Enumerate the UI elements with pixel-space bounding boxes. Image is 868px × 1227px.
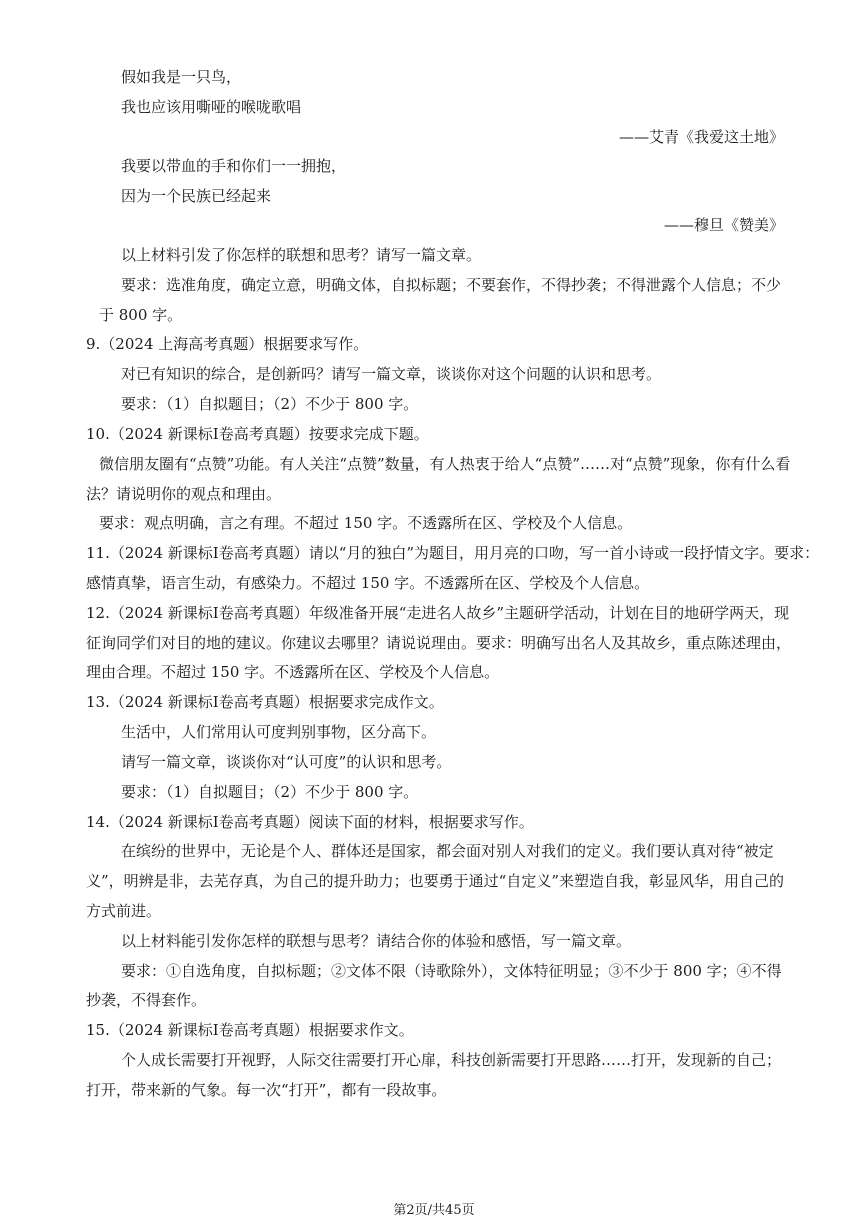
q8-requirement-line-2: 于 800 字。: [99, 306, 183, 324]
q15-material-line-1: 个人成长需要打开视野，人际交往需要打开心扉，科技创新需要打开思路……打开，发现新的自己；: [121, 1051, 782, 1069]
q14-requirement-line-2: 抄袭，不得套作。: [86, 991, 207, 1009]
q13-header: 13.（2024 新课标I卷高考真题）根据要求完成作文。: [86, 693, 444, 711]
q9-header: 9.（2024 上海高考真题）根据要求写作。: [86, 335, 369, 353]
page-number: 第2页/共45页: [393, 1203, 475, 1218]
poem2-line-1: 我要以带血的手和你们一一拥抱，: [121, 157, 347, 175]
poem2-line-2: 因为一个民族已经起来: [121, 187, 272, 205]
poem1-attribution: ——艾青《我爱这土地》: [618, 128, 784, 146]
q14-header: 14.（2024 新课标I卷高考真题）阅读下面的材料，根据要求写作。: [86, 813, 534, 831]
q10-header: 10.（2024 新课标I卷高考真题）按要求完成下题。: [86, 425, 429, 443]
q15-material-line-2: 打开，带来新的气象。每一次“打开”，都有一段故事。: [86, 1081, 447, 1099]
q13-requirement: 要求：（1）自拟题目；（2）不少于 800 字。: [121, 783, 419, 801]
q11-line-2: 感情真挚，语言生动，有感染力。不超过 150 字。不透露所在区、学校及个人信息。: [86, 574, 650, 592]
q12-line-2: 征询同学们对目的地的建议。你建议去哪里？请说说理由。要求：明确写出名人及其故乡，重点陈述理由，: [86, 634, 792, 652]
q8-requirement-line-1: 要求：选准角度，确定立意，明确文体，自拟标题；不要套作，不得抄袭；不得泄露个人信息；不少: [121, 276, 782, 294]
q8-prompt: 以上材料引发了你怎样的联想和思考？请写一篇文章。: [121, 246, 482, 264]
q9-requirement: 要求：（1）自拟题目；（2）不少于 800 字。: [121, 395, 419, 413]
q14-material-line-1: 在缤纷的世界中，无论是个人、群体还是国家，都会面对别人对我们的定义。我们要认真对待“被定: [121, 842, 774, 860]
q14-prompt: 以上材料能引发你怎样的联想与思考？请结合你的体验和感悟，写一篇文章。: [121, 932, 632, 950]
q13-body-line-2: 请写一篇文章，谈谈你对“认可度”的认识和思考。: [121, 753, 452, 771]
poem1-line-1: 假如我是一只鸟，: [121, 68, 242, 86]
q15-header: 15.（2024 新课标I卷高考真题）根据要求作文。: [86, 1021, 414, 1039]
q11-line-1: 11.（2024 新课标I卷高考真题）请以“月的独白”为题目，用月亮的口吻，写一首小诗或一段抒情文字。要求：: [86, 544, 820, 562]
poem1-line-2: 我也应该用嘶哑的喉咙歌唱: [121, 98, 302, 116]
q14-material-line-3: 方式前进。: [86, 902, 162, 920]
q10-body-line-2: 法？请说明你的观点和理由。: [86, 485, 282, 503]
q14-material-line-2: 义”，明辨是非，去芜存真，为自己的提升助力；也要勇于通过“自定义”来塑造自我，彰显风华，用自己的: [86, 872, 785, 890]
q14-requirement-line-1: 要求：①自选角度，自拟标题；②文体不限（诗歌除外），文体特征明显；③不少于 800 字；④不得: [121, 962, 782, 980]
q12-line-1: 12.（2024 新课标I卷高考真题）年级准备开展“走进名人故乡”主题研学活动，计划在目的地研学两天，现: [86, 604, 790, 622]
poem2-attribution: ——穆旦《赞美》: [663, 216, 784, 234]
q10-requirement: 要求：观点明确，言之有理。不超过 150 字。不透露所在区、学校及个人信息。: [99, 514, 633, 532]
q13-body-line-1: 生活中，人们常用认可度判别事物，区分高下。: [121, 723, 437, 741]
q9-body: 对已有知识的综合，是创新吗？请写一篇文章，谈谈你对这个问题的认识和思考。: [121, 365, 662, 383]
q12-line-3: 理由合理。不超过 150 字。不透露所在区、学校及个人信息。: [86, 663, 500, 681]
q10-body-line-1: 微信朋友圈有“点赞”功能。有人关注“点赞”数量，有人热衷于给人“点赞”……对“点赞”现象，你有什么看: [99, 455, 791, 473]
